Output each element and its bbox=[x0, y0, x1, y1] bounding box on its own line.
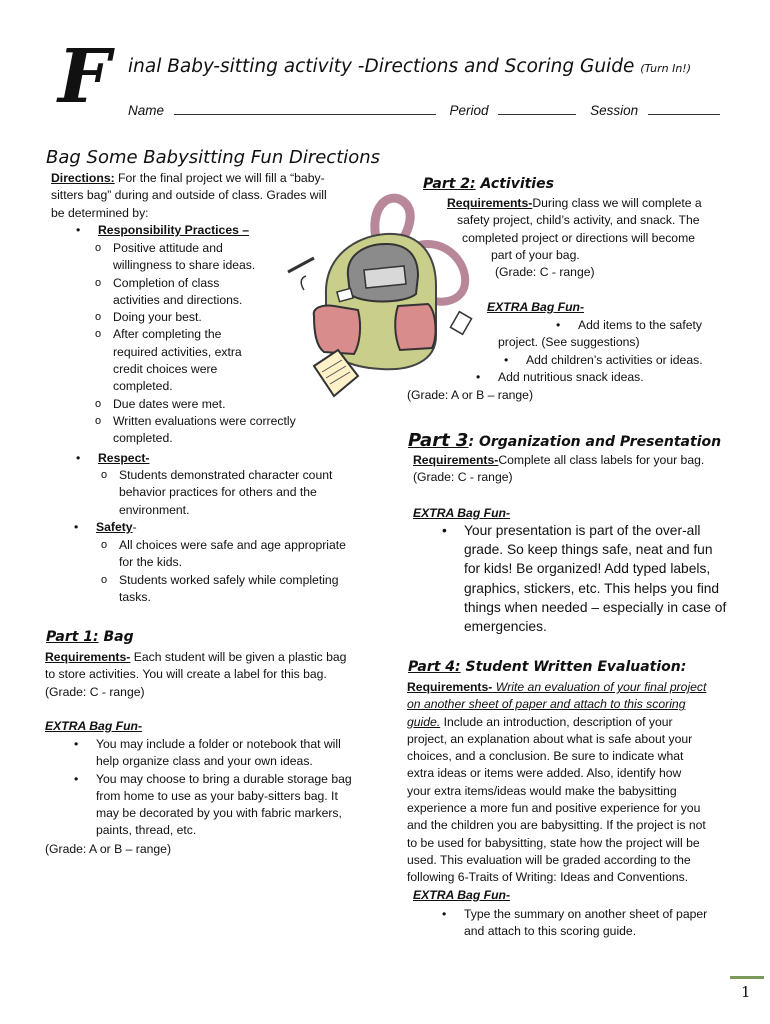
list-item: required activities, extra bbox=[113, 344, 242, 359]
respect-bullet: • Respect- bbox=[98, 450, 149, 467]
list-item: • You may include a folder or notebook that will bbox=[96, 736, 366, 753]
list-item: o Students demonstrated character count bbox=[119, 467, 369, 484]
safety-list bbox=[119, 537, 369, 606]
period-label: Period bbox=[449, 103, 489, 118]
list-item: tasks. bbox=[119, 589, 151, 604]
title-drop-cap: F bbox=[58, 34, 111, 120]
part2-req-line-1: Requirements-During class we will complete a bbox=[447, 196, 702, 210]
section-heading-directions: Bag Some Babysitting Fun Directions bbox=[46, 147, 381, 168]
list-item: • Add nutritious snack ideas. bbox=[498, 369, 644, 386]
part3-requirements: Requirements-Complete all class labels for your bag. (Grade: C - range) bbox=[413, 453, 705, 485]
list-item: for the kids. bbox=[119, 555, 182, 570]
list-item: paints, thread, etc. bbox=[96, 823, 197, 838]
period-blank[interactable] bbox=[498, 104, 576, 115]
list-item: o Doing your best. bbox=[113, 309, 353, 326]
part2-req-line-2: safety project, child’s activity, and snack. The bbox=[457, 213, 700, 227]
page-number: 1 bbox=[741, 983, 751, 1001]
list-item: behavior practices for others and the bbox=[119, 485, 317, 500]
name-label: Name bbox=[128, 103, 165, 118]
title-note: (Turn In!) bbox=[640, 62, 692, 75]
list-item: • Add children’s activities or ideas. bbox=[526, 352, 703, 369]
list-item: o Completion of class bbox=[113, 275, 353, 292]
part3-extra-label: EXTRA Bag Fun- bbox=[413, 506, 511, 520]
part1-grade: (Grade: A or B – range) bbox=[45, 842, 172, 856]
part1-heading: Part 1: Bag bbox=[46, 629, 134, 645]
part2-grade-c: (Grade: C - range) bbox=[495, 265, 595, 279]
list-item: • Add items to the safety bbox=[578, 317, 702, 334]
list-item: completed. bbox=[113, 431, 173, 446]
list-item: project. (See suggestions) bbox=[498, 335, 640, 349]
list-item: o Due dates were met. bbox=[113, 396, 353, 413]
part2-req-line-3: completed project or directions will become bbox=[462, 231, 696, 245]
name-period-session-row bbox=[128, 103, 720, 118]
list-item: completed. bbox=[113, 379, 173, 394]
session-blank[interactable] bbox=[648, 104, 720, 115]
part4-extra-text: • Type the summary on another sheet of paper and attach to this scoring guide. bbox=[464, 906, 744, 941]
part1-extra-label: EXTRA Bag Fun- bbox=[45, 719, 143, 733]
list-item: environment. bbox=[119, 502, 190, 517]
part4-heading: Part 4: Student Written Evaluation: bbox=[408, 659, 687, 675]
safety-bullet: • Safety- bbox=[96, 519, 137, 536]
list-item: help organize class and your own ideas. bbox=[96, 754, 313, 769]
list-item: o All choices were safe and age appropriate bbox=[119, 537, 369, 554]
part4-extra-label: EXTRA Bag Fun- bbox=[413, 888, 511, 902]
list-item: credit choices were bbox=[113, 362, 218, 377]
list-item: from home to use as your baby-sitters bag. It bbox=[96, 788, 338, 803]
part2-grade: (Grade: A or B – range) bbox=[407, 388, 534, 402]
backpack-illustration bbox=[286, 186, 486, 414]
part3-heading: Part 3: Organization and Presentation bbox=[408, 430, 722, 451]
part1-requirements: Requirements- Each student will be given a plastic bag to store activities. You will create a label for this bag. (Grade: C - range) bbox=[45, 650, 347, 699]
responsibility-bullet: • Responsibility Practices – bbox=[98, 222, 249, 239]
page-title: inal Baby-sitting activity -Directions and Scoring Guide (Turn In!) bbox=[128, 56, 692, 77]
respect-list bbox=[119, 467, 369, 519]
directions-block: Directions: For the final project we will fill a “baby- sitters bag” during and outside of class. Grades will be determined by: bbox=[51, 171, 327, 220]
session-label: Session bbox=[590, 103, 639, 118]
list-item: willingness to share ideas. bbox=[113, 258, 256, 273]
list-item: o Positive attitude and bbox=[113, 240, 353, 257]
part2-extra-label: EXTRA Bag Fun- bbox=[487, 300, 585, 314]
part3-extra-text: • Your presentation is part of the over-all grade. So keep things safe, neat and fun for kids! Be organized! Add typed labels, graphics, stickers, etc. This helps you find things when needed – especially in case of emergencies. bbox=[464, 521, 754, 636]
name-blank[interactable] bbox=[174, 104, 436, 115]
list-item: o After completing the bbox=[113, 326, 353, 343]
part2-heading: Part 2: Activities bbox=[423, 176, 554, 192]
part1-extra-list bbox=[96, 736, 366, 840]
list-item: may be decorated by you with fabric markers, bbox=[96, 806, 342, 821]
list-item: o Students worked safely while completing bbox=[119, 572, 369, 589]
list-item: o Written evaluations were correctly bbox=[113, 413, 353, 430]
part2-req-line-4: part of your bag. bbox=[491, 248, 580, 262]
directions-label: Directions: bbox=[51, 171, 115, 185]
list-item: • You may choose to bring a durable storage bag bbox=[96, 771, 366, 788]
page-number-rule bbox=[730, 976, 764, 979]
part4-requirements: Requirements- Write an evaluation of your final project on another sheet of paper and attach to this scoring guide. Include an introduction, description of your project, an explanation about what is safe about your choices, and a conclusion. Be sure to indicate what extra ideas or items were added. Also, identify how your extra items/ideas would make the babysitting experience a more fun and positive experience for you and the children you are babysitting. If the project is not to be used for babysitting, state how the project will be used. This evaluation will be graded according to the following 6-Traits of Writing: Ideas and Conventions. bbox=[407, 680, 707, 885]
list-item: activities and directions. bbox=[113, 292, 243, 307]
